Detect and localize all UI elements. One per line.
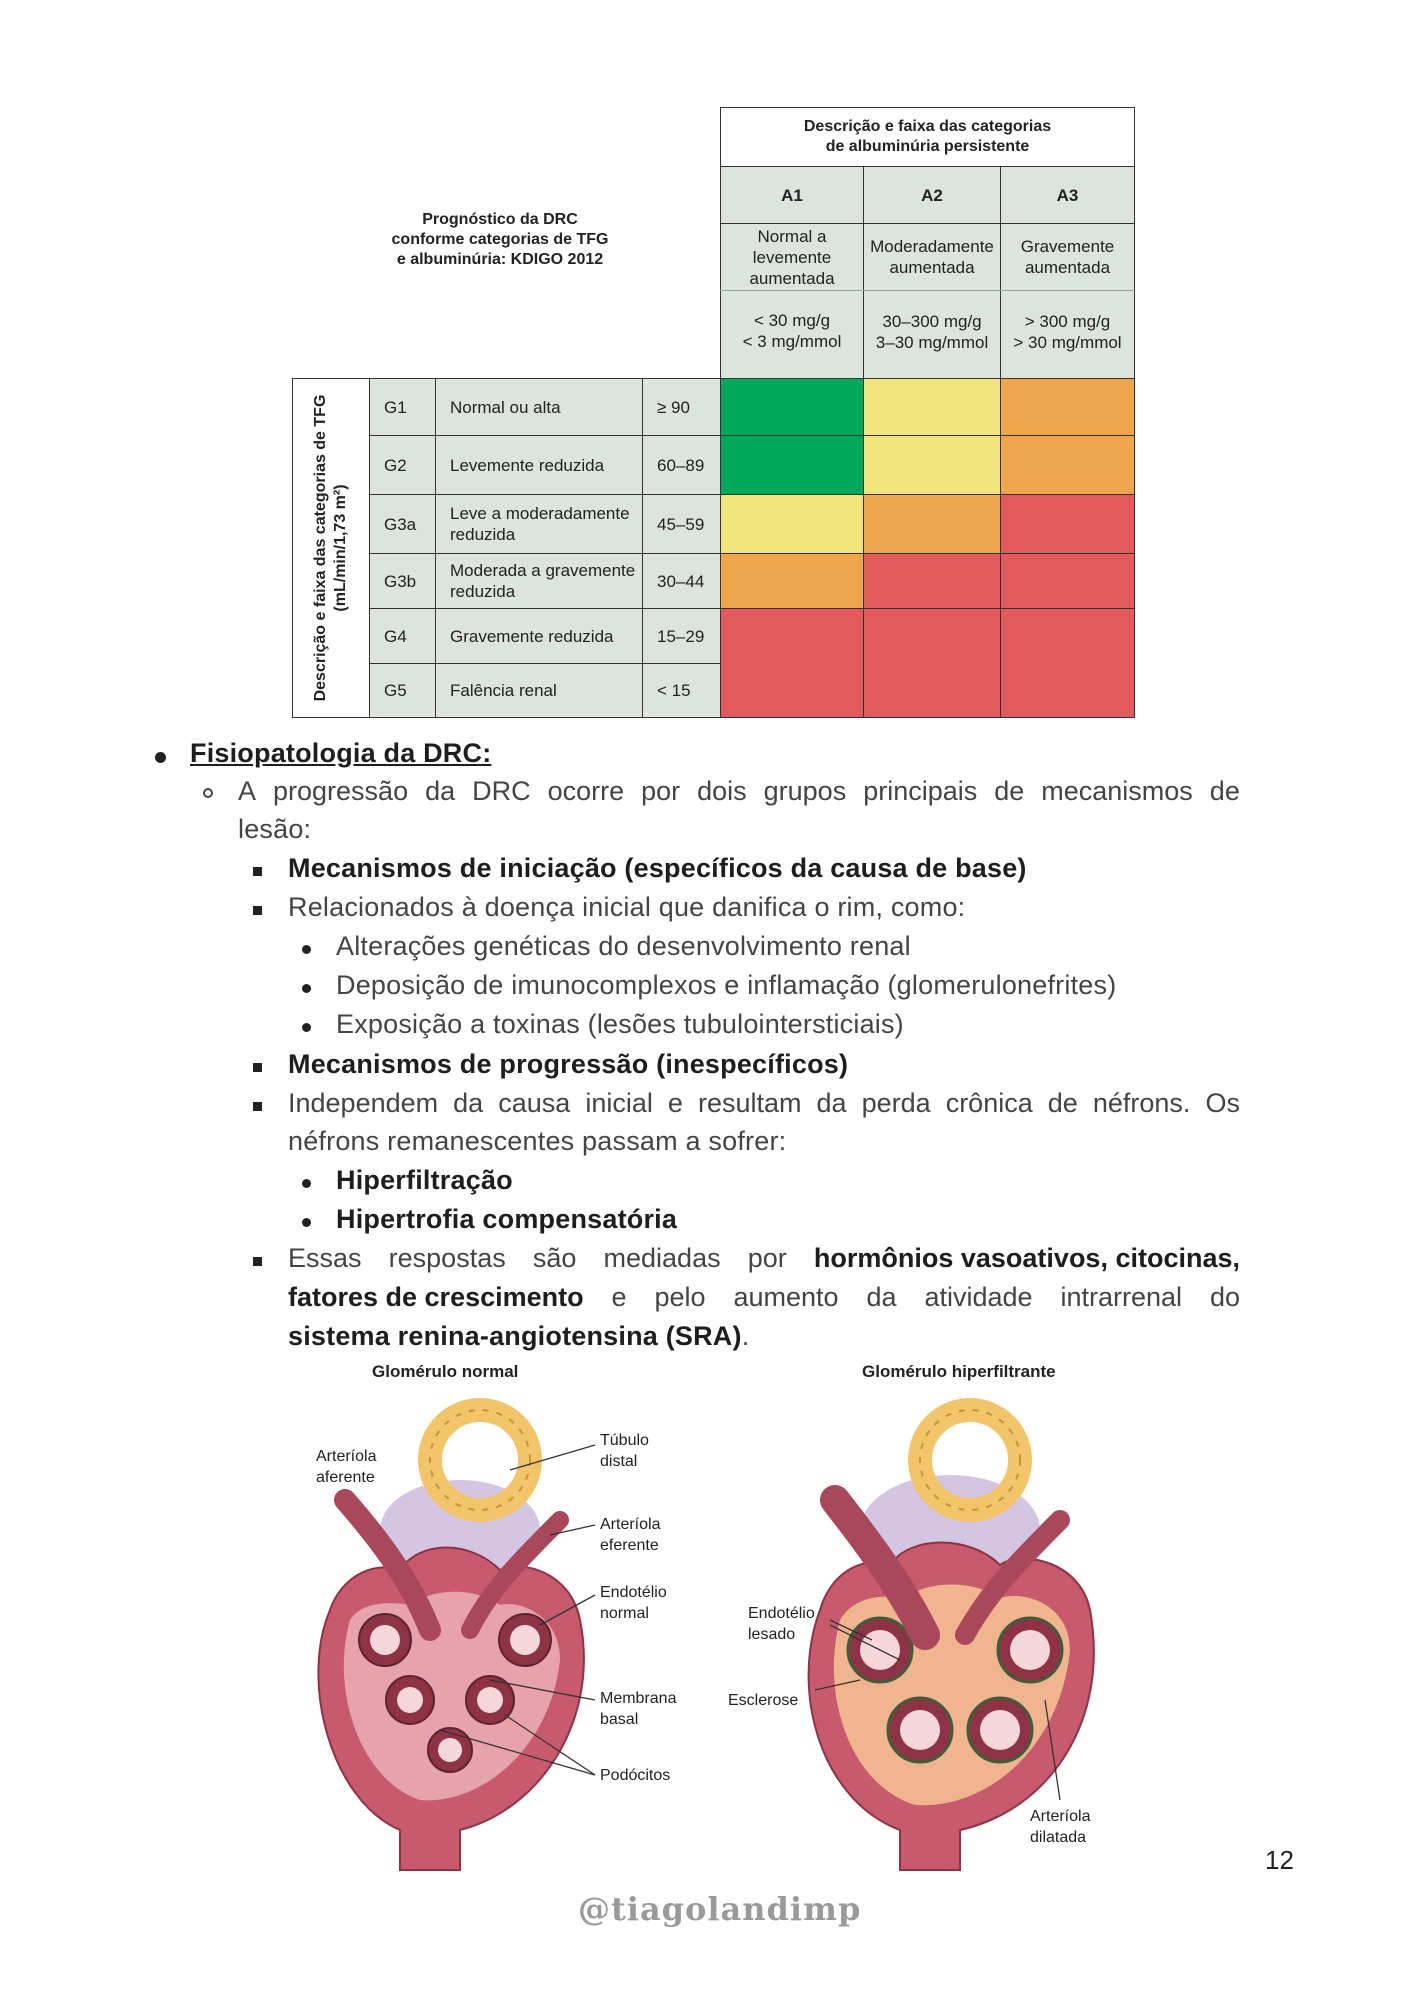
label-distal-tubule: Túbulo distal (600, 1432, 649, 1470)
capillary-lumen (1010, 1630, 1050, 1670)
word: da (866, 1282, 897, 1312)
row-range-g5: < 15 (642, 663, 721, 718)
table-title: Prognóstico da DRC conforme categorias de TFG e albuminúria: KDIGO 2012 (391, 211, 609, 268)
mediation-line-3: sistema renina-angiotensina (SRA). (288, 1321, 750, 1351)
col-desc-a2: Moderadamente aumentada 30–300 mg/g 3–30 mg/mmol (863, 223, 1001, 379)
word: atividade (924, 1282, 1033, 1312)
row-desc-g3b: Moderada a gravemente reduzida (435, 553, 643, 609)
word: do (1209, 1282, 1240, 1312)
bold-phrase: fatores de crescimento (288, 1282, 584, 1312)
progression-title: Mecanismos de progressão (inespecíficos) (288, 1049, 849, 1079)
word: são (532, 1243, 577, 1273)
label-sclerosis: Esclerose (728, 1692, 799, 1709)
bold-phrase: hormônios vasoativos, citocinas, (813, 1243, 1240, 1273)
col-desc-a1: Normal a levemente aumentada < 30 mg/g < 3 mg/mmol (720, 223, 864, 379)
word: por (641, 776, 681, 806)
word: respostas (388, 1243, 506, 1273)
capillary-lumen (900, 1710, 940, 1750)
col-code-a1: A1 (720, 166, 864, 224)
intro-line-2: lesão: (238, 814, 312, 844)
figure-title-hyperfiltrating: Glomérulo hiperfiltrante (862, 1362, 1056, 1381)
row-range-g4: 15–29 (642, 608, 721, 664)
row-code-g5: G5 (369, 663, 436, 718)
label-normal-endothelium: Endotélio normal (600, 1584, 667, 1622)
word: crônica (945, 1088, 1033, 1118)
word: da (425, 776, 456, 806)
word: pelo (654, 1282, 706, 1312)
hyperfiltrating-glomerulus (809, 1410, 1094, 1870)
word: principais (863, 776, 978, 806)
capillary-lumen (980, 1710, 1020, 1750)
col-desc-a3: Gravemente aumentada > 300 mg/g > 30 mg/mmol (1000, 223, 1135, 379)
row-code-g1: G1 (369, 378, 436, 436)
word: perda (861, 1088, 931, 1118)
row-desc-g5: Falência renal (435, 663, 643, 718)
word: Independem (288, 1088, 439, 1118)
progression-item: Hiperfiltração (336, 1165, 513, 1195)
initiation-item: Exposição a toxinas (lesões tubulointersticiais) (336, 1009, 904, 1039)
figure-title-normal: Glomérulo normal (372, 1362, 519, 1381)
word: causa (498, 1088, 571, 1118)
row-range-g3a: 45–59 (642, 494, 721, 554)
initiation-item: Deposição de imunocomplexos e inflamação (glomerulonefrites) (336, 970, 1117, 1000)
word: da (816, 1088, 847, 1118)
row-code-g4: G4 (369, 608, 436, 664)
capillary-lumen (397, 1687, 423, 1713)
row-range-g3b: 30–44 (642, 553, 721, 609)
word: e (611, 1282, 627, 1312)
word: néfrons. (1092, 1088, 1191, 1118)
progression-line-2: néfrons remanescentes passam a sofrer: (288, 1126, 787, 1156)
word: e (667, 1088, 683, 1118)
capillary-lumen (477, 1687, 503, 1713)
row-desc-g3a: Leve a moderadamente reduzida (435, 494, 643, 554)
label-afferent-arteriole: Arteríola aferente (316, 1448, 377, 1486)
capillary-lumen (510, 1625, 540, 1655)
word: ocorre (547, 776, 625, 806)
word: dois (697, 776, 747, 806)
label-podocytes: Podócitos (600, 1767, 671, 1784)
label-dilated-arteriole: Arteríola dilatada (1030, 1808, 1091, 1846)
row-code-g2: G2 (369, 435, 436, 495)
row-desc-g4: Gravemente reduzida (435, 608, 643, 664)
label-injured-endothelium: Endotélio lesado (748, 1605, 815, 1643)
section-heading: Fisiopatologia da DRC: (190, 738, 492, 768)
row-code-g3b: G3b (369, 553, 436, 609)
word: Os (1205, 1088, 1240, 1118)
albuminuria-header: Descrição e faixa das categorias de albuminúria persistente (720, 107, 1135, 167)
word: mecanismos (1041, 776, 1193, 806)
initiation-title: Mecanismos de iniciação (específicos da causa de base) (288, 853, 1027, 883)
row-desc-g2: Levemente reduzida (435, 435, 643, 495)
word: por (747, 1243, 787, 1273)
row-code-g3a: G3a (369, 494, 436, 554)
word: aumento (733, 1282, 839, 1312)
progression-item: Hipertrofia compensatória (336, 1204, 678, 1234)
row-desc-g1: Normal ou alta (435, 378, 643, 436)
word: intrarrenal (1060, 1282, 1183, 1312)
row-range-g2: 60–89 (642, 435, 721, 495)
word: da (453, 1088, 484, 1118)
initiation-item: Alterações genéticas do desenvolvimento renal (336, 931, 911, 961)
word: de (994, 776, 1025, 806)
capillary-lumen (438, 1738, 462, 1762)
col-code-a2: A2 (863, 166, 1001, 224)
word: Essas (288, 1243, 362, 1273)
initiation-desc: Relacionados à doença inicial que danifica o rim, como: (288, 892, 966, 922)
word: DRC (472, 776, 531, 806)
capillary-lumen (370, 1625, 400, 1655)
word: grupos (763, 776, 847, 806)
col-code-a3: A3 (1000, 166, 1135, 224)
page-number: 12 (1265, 1845, 1294, 1875)
gfr-axis-label: Descrição e faixa das categorias de TFG (mL/min/1,73 m²) (312, 394, 349, 702)
label-efferent-arteriole: Arteríola eferente (600, 1516, 661, 1554)
watermark: @tiagolandimp (578, 1890, 862, 1928)
word: de (1209, 776, 1240, 806)
word: resultam (697, 1088, 802, 1118)
word: progressão (273, 776, 409, 806)
row-range-g1: ≥ 90 (642, 378, 721, 436)
word: de (1047, 1088, 1078, 1118)
word: inicial (585, 1088, 653, 1118)
label-basement-membrane: Membrana basal (600, 1690, 677, 1728)
word: A (238, 776, 257, 806)
word: mediadas (603, 1243, 721, 1273)
